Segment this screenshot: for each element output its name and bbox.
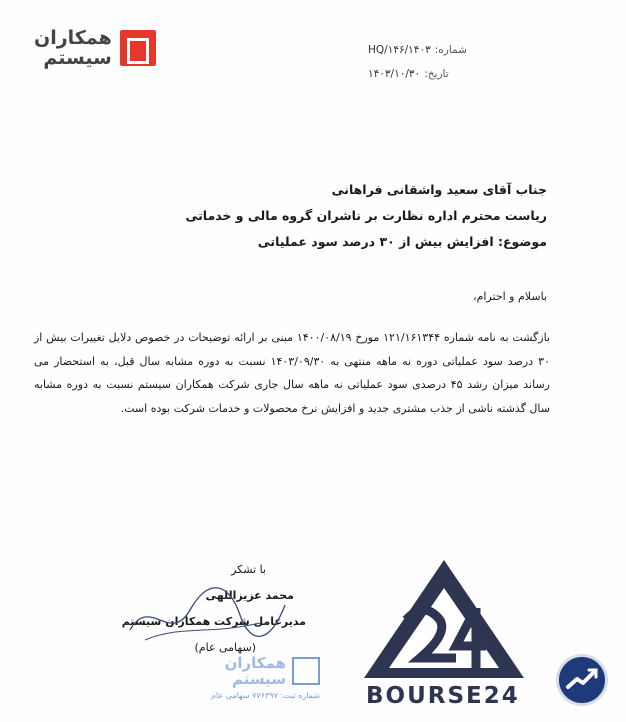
company-logo-text (34, 28, 112, 68)
company-name-line2: سیستم (43, 47, 112, 69)
letter-number-label: شماره: (434, 44, 467, 56)
chart-trend-icon (556, 654, 608, 706)
letter-date-label: تاریخ: (424, 68, 449, 80)
stamp-logo (155, 655, 320, 687)
signer-title: مدیرعامل شرکت همکاران سیستم (121, 615, 306, 628)
handwritten-signature (120, 575, 290, 655)
company-logo-icon (120, 30, 156, 66)
letter-date-value: ۱۴۰۳/۱۰/۳۰ (368, 68, 421, 80)
letter-meta (368, 38, 548, 86)
letter-date-row (368, 62, 548, 86)
company-type: (سهامی عام) (194, 641, 256, 654)
stamp-registration: شماره ثبت: ۷۷۶۳۹۷ سهامی عام (211, 691, 320, 700)
letter-body: بازگشت به نامه شماره ۱۲۱/۱۶۱۳۴۴ مورخ ۱۴۰۰/۰۸/۱۹ مبنی بر ارائه توضیحات در خصوص دلایل تغییرات بیش از ۳۰ درصد سود عملیاتی دوره نه ماهه منتهی به ۱۴۰۳/۰۹/۳۰ نسبت به دوره مشابه سال قبل، به استحضار می رساند میزان رشد ۴۵ درصدی سود عملیاتی نه ماهه سال جاری شرکت همکاران سیستم نسبت به دوره مشابه سال گذشته ناشی از جذب مشتری جدید و افزایش نرخ محصولات و خدمات شرکت بوده است. (34, 331, 550, 415)
addressee-position: ریاست محترم اداره نظارت بر ناشران گروه مالی و خدماتی (185, 208, 547, 223)
addressee-name: جناب آقای سعید واشقانی فراهانی (331, 182, 547, 197)
stamp-company-line1: همکاران (224, 654, 286, 672)
bourse24-wordmark: BOURSE24 (366, 683, 520, 709)
stamp-logo-icon (292, 657, 320, 685)
stamp-company-line2: سیستم (231, 670, 286, 688)
letter-number-row (368, 38, 548, 62)
addressee-block (87, 177, 547, 255)
greeting: باسلام و احترام، (473, 290, 547, 303)
company-logo (34, 28, 156, 68)
letter-number-value: ۱۴۰۳/HQ/۱۴۶ (368, 44, 431, 56)
company-stamp (155, 655, 320, 710)
stamp-company-name (225, 655, 286, 687)
letter-subject: موضوع: افزایش بیش از ۳۰ درصد سود عملیاتی (257, 234, 547, 249)
company-name-line1: همکاران (34, 27, 112, 49)
signer-name: محمد عزیزاللهی (205, 589, 294, 602)
signature-closing: با تشکر (231, 563, 266, 576)
